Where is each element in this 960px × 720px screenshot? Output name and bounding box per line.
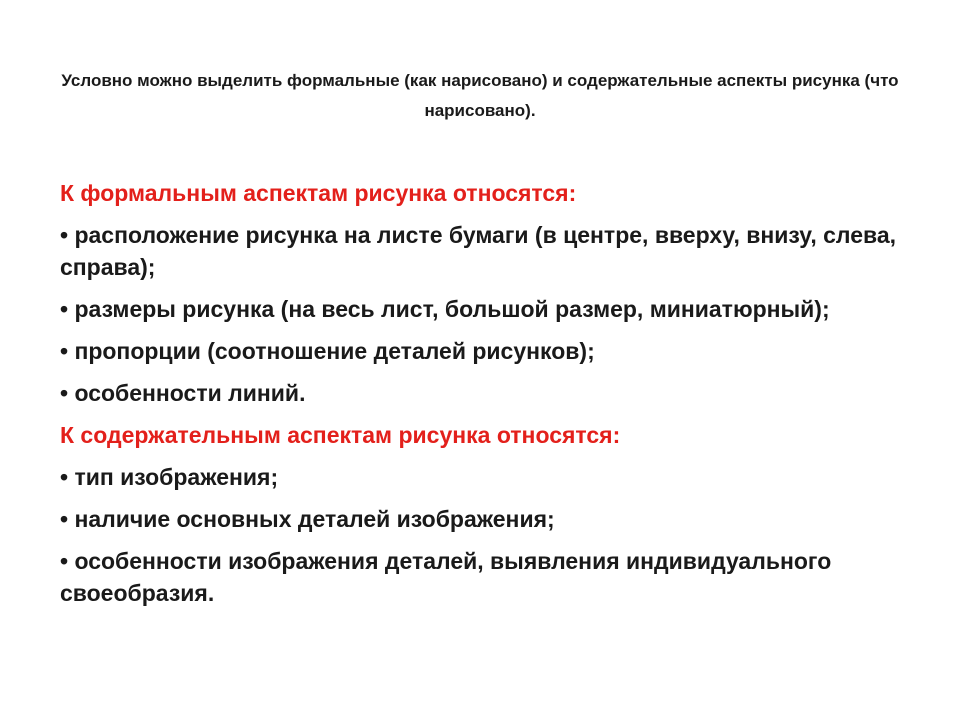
formal-aspect-item: • особенности линий. xyxy=(60,380,306,406)
formal-aspect-item: • размеры рисунка (на весь лист, большой размер, миниатюрный); xyxy=(60,296,830,322)
content-aspect-item: • особенности изображения деталей, выявления индивидуального своеобразия. xyxy=(60,548,832,606)
content-aspects-heading: К содержательным аспектам рисунка относятся: xyxy=(60,422,621,448)
formal-aspect-item: • пропорции (соотношение деталей рисунков); xyxy=(60,338,595,364)
formal-aspects-heading: К формальным аспектам рисунка относятся: xyxy=(60,180,577,206)
slide-title: Условно можно выделить формальные (как нарисовано) и содержательные аспекты рисунка (что нарисовано). xyxy=(61,71,899,120)
content-aspect-item: • наличие основных деталей изображения; xyxy=(60,506,555,532)
slide-content xyxy=(60,177,920,619)
content-aspect-item: • тип изображения; xyxy=(60,464,279,490)
formal-aspect-item: • расположение рисунка на листе бумаги (в центре, вверху, внизу, слева, справа); xyxy=(60,222,897,280)
